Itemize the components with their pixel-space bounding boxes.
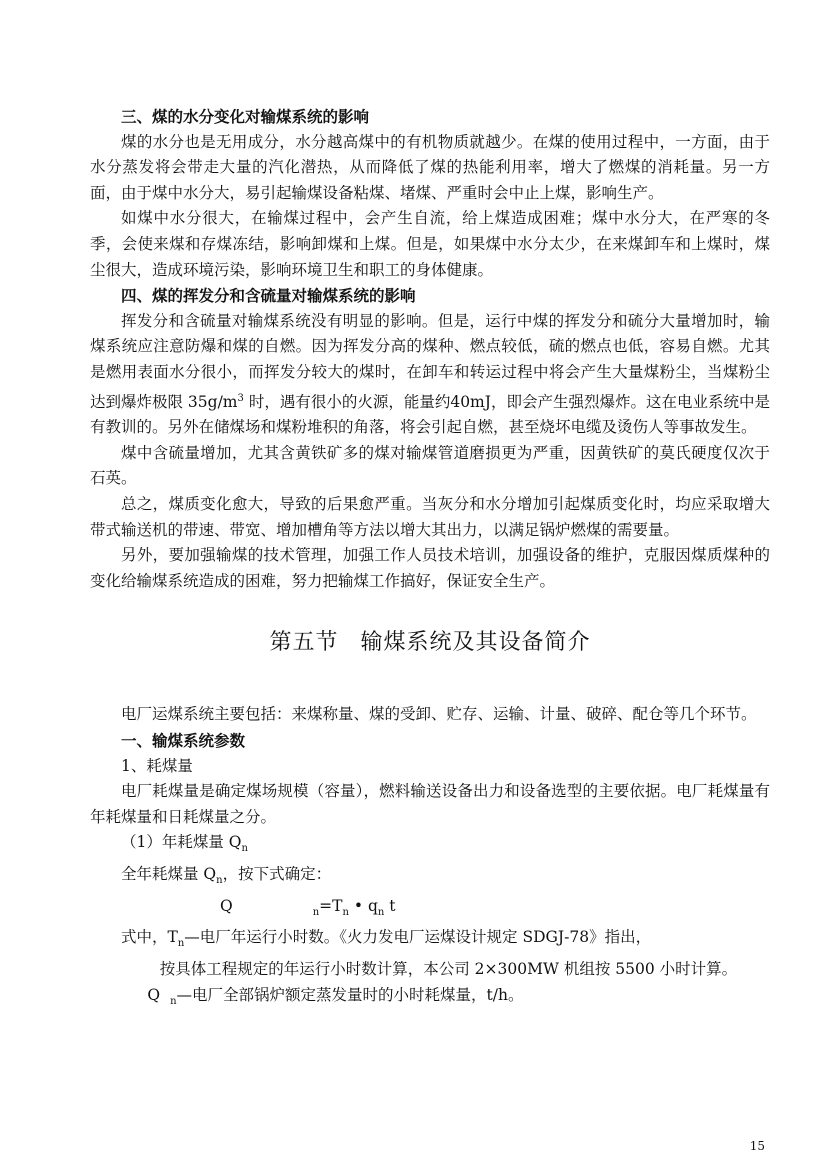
paragraph: 电厂运煤系统主要包括：来煤称量、煤的受卸、贮存、运输、计量、破碎、配仓等几个环节。 (121, 705, 757, 724)
paragraph: 按具体工程规定的年运行小时数计算，本公司 2×300MW 机组按 5500 小时计算。 (159, 960, 738, 979)
paragraph: 总之，煤质变化愈大，导致的后果愈严重。当灰分和水分增加引起煤质变化时，均应采取增大带式输送机的带速、带宽、增加槽角等方法以增大其出力，以满足锅炉燃煤的需要量。 (90, 495, 770, 539)
sub-heading (90, 830, 770, 862)
paragraph: 另外，要加强输煤的技术管理，加强工作人员技术培训，加强设备的维护，克服因煤质煤种的变化给输煤系统造成的困难，努力把输煤工作搞好，保证安全生产。 (90, 546, 770, 590)
formula (90, 894, 770, 926)
subscript: n (312, 906, 320, 918)
text-run: ，按下式确定： (222, 865, 332, 884)
formula-t: t (384, 896, 396, 915)
paragraph: 电厂耗煤量是确定煤场规模（容量），燃料输送设备出力和设备选型的主要依据。电厂耗煤量有年耗煤量和日耗煤量之分。 (90, 782, 770, 826)
subscript: n (216, 875, 223, 887)
subscript: n (177, 938, 185, 950)
section-number: 第五节 (269, 630, 339, 656)
text-run: 时，遇有很小的火源，能量约40mJ，即会产生强烈爆炸。这在电业系统中是有教训的。另外在储煤场和煤粉堆积的角落，将会引起自燃，甚至烧坏电缆及烫伤人等事故发生。 (90, 392, 770, 437)
page-number: 15 (749, 1139, 765, 1153)
paragraph (90, 862, 770, 894)
formula-eq: =T (319, 896, 343, 915)
subscript: n (377, 906, 385, 918)
paragraph (90, 309, 770, 441)
subscript: n (241, 843, 248, 855)
page-content (90, 104, 770, 1014)
formula-mid: • q (348, 896, 378, 915)
formula-q: Q (220, 896, 233, 915)
list-item: 1、耗煤量 (121, 756, 193, 775)
paragraph (90, 925, 770, 957)
text-run: 挥发分和含硫量对输煤系统没有明显的影响。但是，运行中煤的挥发分和硫分大量增加时，输煤系统应注意防爆和煤的自燃。因为挥发分高的煤种、燃点较低，硫的燃点也低，容易自燃。尤其是燃用表面水分很小，而挥发分较大的煤时，在卸车和转运过程中将会产生大量煤粉尘，当煤粉尘达到爆炸极限 35g/m (90, 311, 770, 411)
text-run: （1）年耗煤量 Q (121, 833, 242, 852)
heading-volatile-sulfur-impact: 四、煤的挥发分和含硫量对输煤系统的影响 (121, 286, 416, 306)
paragraph: 煤中含硫量增加，尤其含黄铁矿多的煤对输煤管道磨损更为严重，因黄铁矿的莫氏硬度仅次于石英。 (90, 443, 770, 488)
heading-system-parameters: 一、输煤系统参数 (121, 731, 246, 751)
paragraph: 煤的水分也是无用成分，水分越高煤中的有机物质就越少。在煤的使用过程中，一方面，由于水分蒸发将会带走大量的汽化潜热，从而降低了煤的热能利用率，增大了燃煤的消耗量。另一方面，由于煤中水分大，易引起输煤设备粘煤、堵煤、严重时会中止上煤，影响生产。 (90, 132, 770, 202)
text-run: 全年耗煤量 Q (121, 865, 217, 884)
text-run: Q (147, 985, 161, 1004)
subscript: n (342, 906, 349, 918)
text-run: —电厂全部锅炉额定蒸发量时的小时耗煤量，t/h。 (176, 985, 524, 1004)
subscript: n (170, 995, 177, 1007)
paragraph (90, 983, 770, 1015)
text-run: 式中，T (121, 928, 178, 947)
paragraph: 如煤中水分很大，在输煤过程中，会产生自流，给上煤造成困难；煤中水分大，在严寒的冬季，会使来煤和存煤冻结，影响卸煤和上煤。但是，如果煤中水分太少，在来煤卸车和上煤时，煤尘很大，造成环境污染，影响环境卫生和职工的身体健康。 (90, 209, 770, 279)
section-title (90, 628, 770, 658)
superscript: 3 (237, 392, 244, 404)
heading-moisture-impact: 三、煤的水分变化对输煤系统的影响 (121, 107, 370, 126)
section-name: 输煤系统及其设备简介 (360, 630, 591, 656)
text-run: —电厂年运行小时数。《火力发电厂运煤设计规定 SDGJ-78》指出， (184, 928, 652, 947)
